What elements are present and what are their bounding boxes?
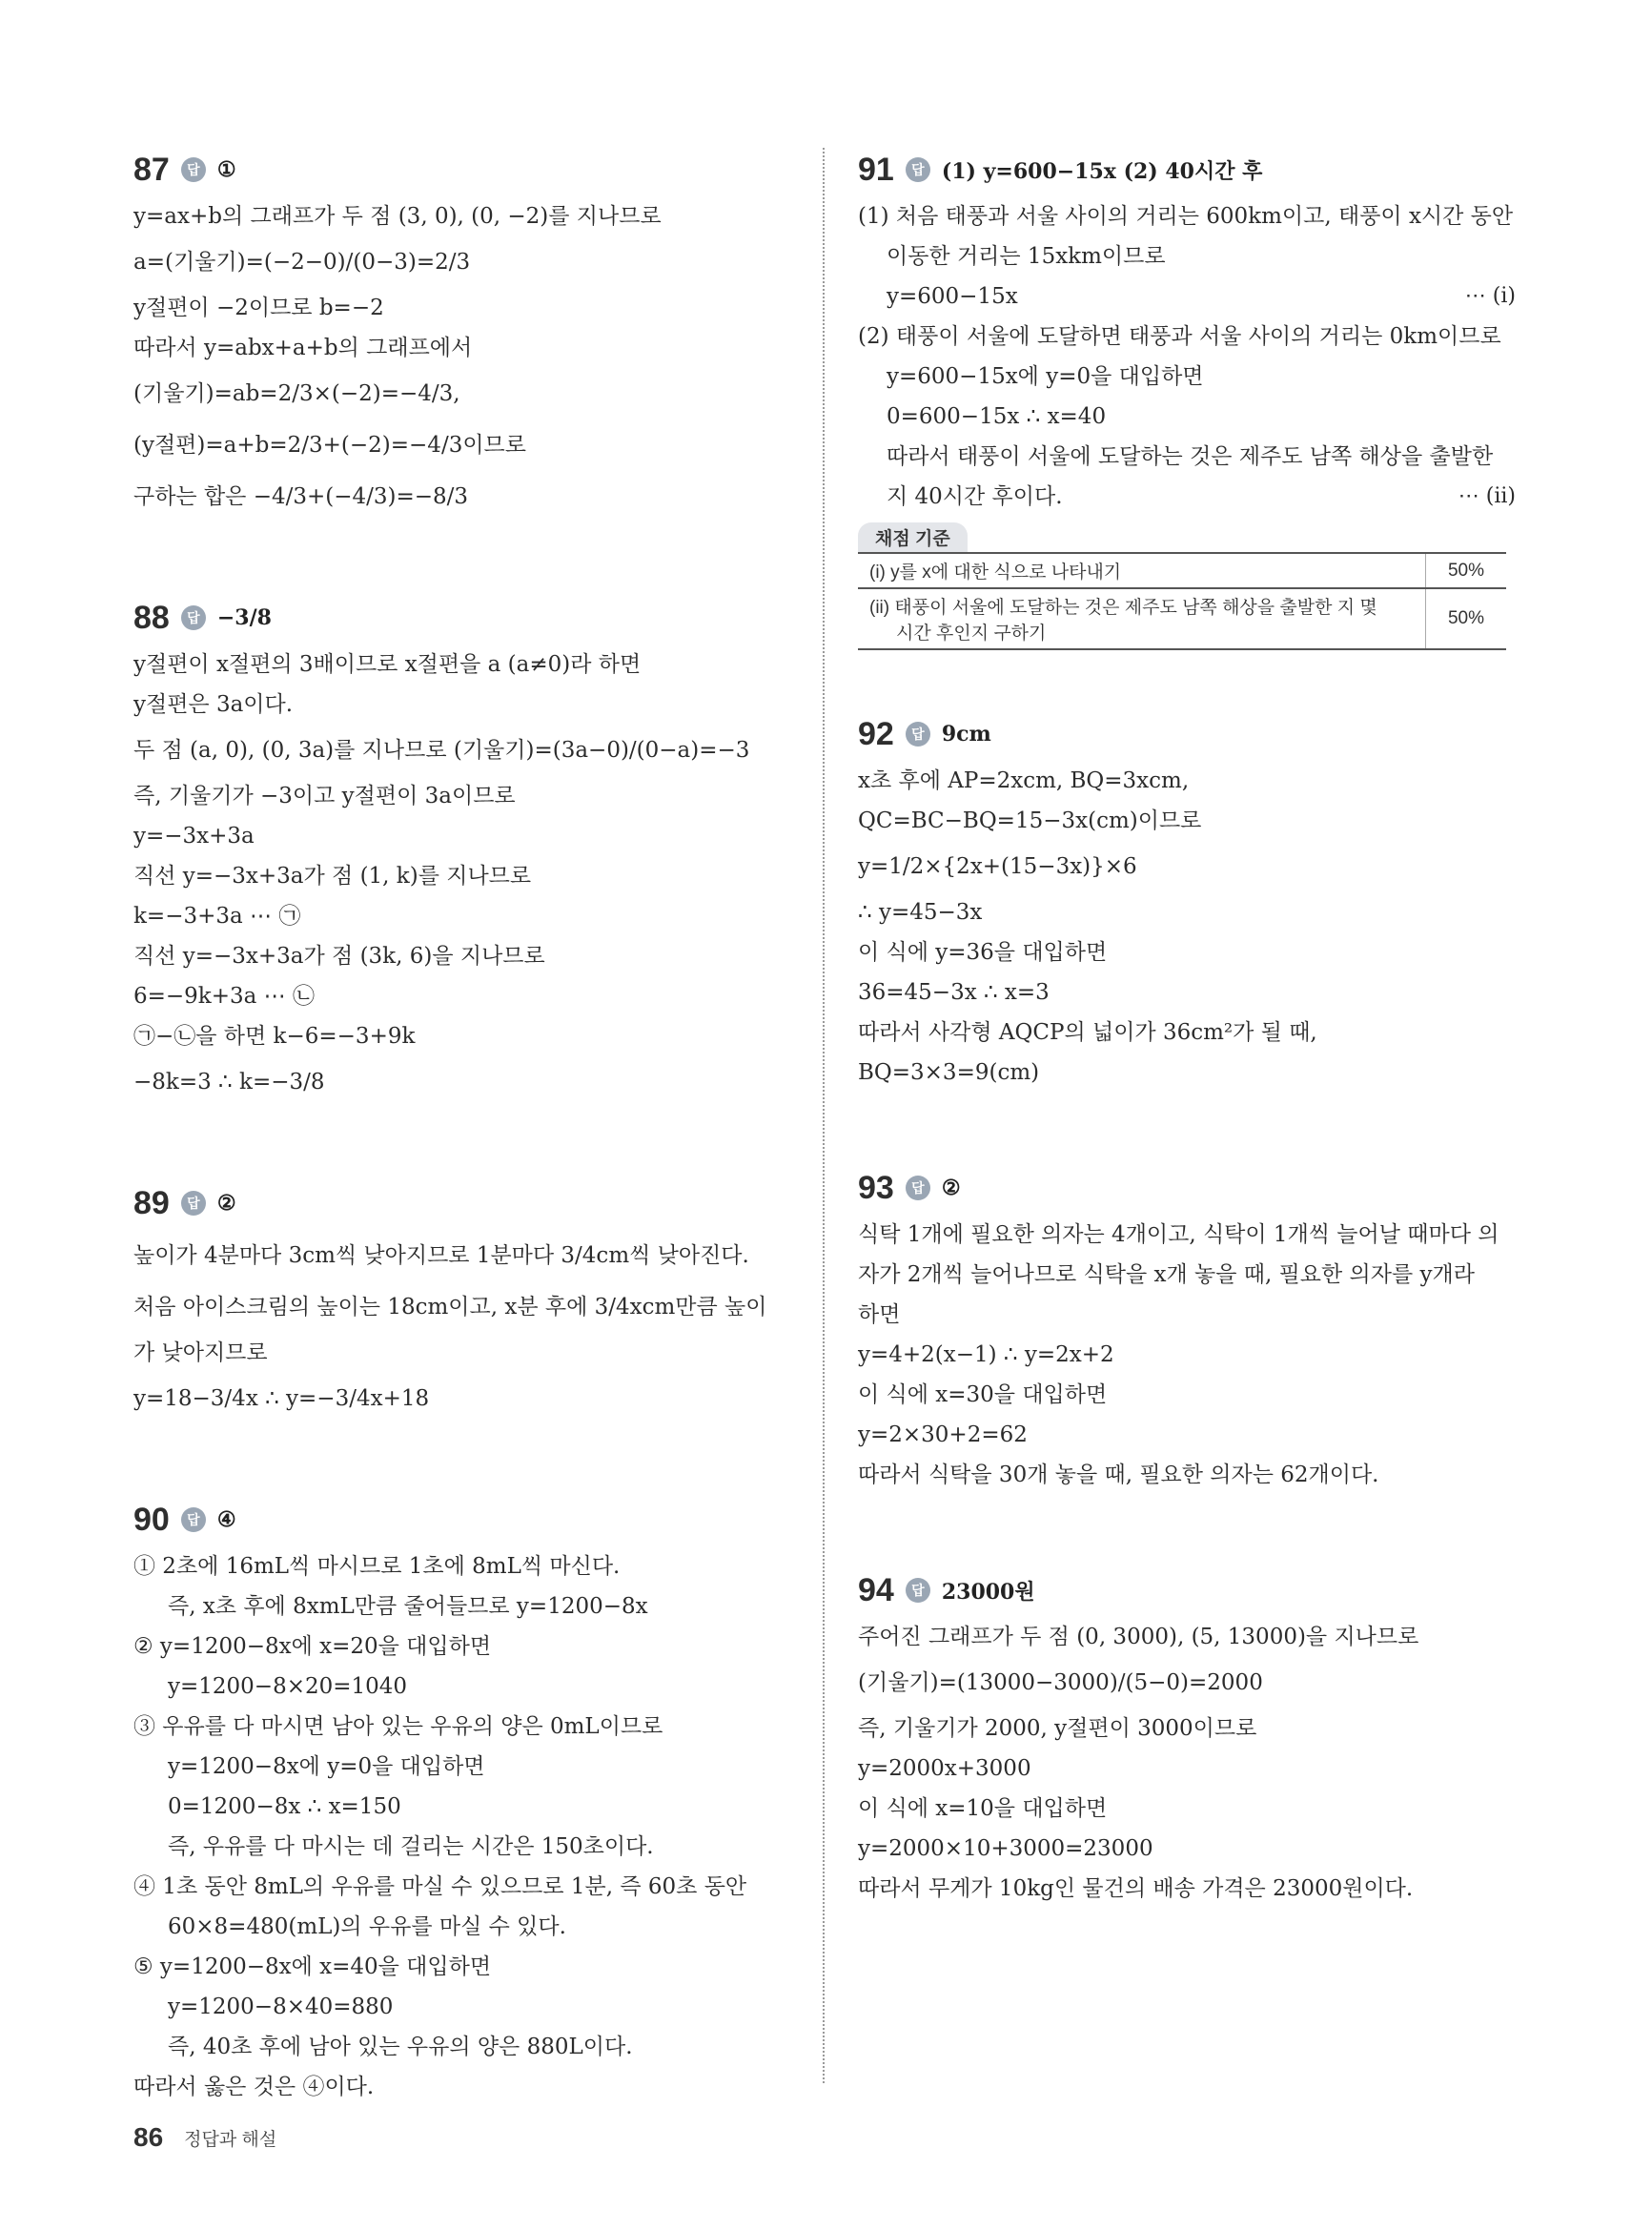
- solution-line: 즉, 기울기가 2000, y절편이 3000이므로: [858, 1716, 1257, 1741]
- solution-line: 이동한 거리는 15xkm이므로: [887, 244, 1166, 269]
- problem-number: 91: [858, 151, 894, 188]
- solution-line: (y절편)=a+b=2/3+(−2)=−4/3이므로: [133, 433, 526, 458]
- problem-91: [858, 143, 1516, 650]
- equation: y=600−15x: [887, 284, 1018, 309]
- solution-line: 두 점 (a, 0), (0, 3a)를 지나므로 (기울기)=(3a−0)/(0−a)=−3: [133, 738, 750, 763]
- solution-line: 가 낮아지므로: [133, 1340, 268, 1365]
- solution-line: [858, 477, 1516, 517]
- solution-line: y=4+2(x−1) ∴ y=2x+2: [858, 1342, 1114, 1367]
- solution-line: 이 식에 x=30을 대입하면: [858, 1382, 1108, 1407]
- solution-line: y=1200−8x에 y=0을 대입하면: [168, 1754, 485, 1779]
- criteria-text-line: (ii) 태풍이 서울에 도달하는 것은 제주도 남쪽 해상을 출발한 지 몇: [869, 598, 1377, 618]
- problem-number: 87: [133, 151, 170, 188]
- column-divider: [823, 148, 825, 2083]
- problem-87: [133, 143, 791, 522]
- criteria-percent: 50%: [1426, 553, 1507, 588]
- answer-badge: 답: [906, 1578, 930, 1603]
- solution-line: ③ 우유를 다 마시면 남아 있는 우유의 양은 0mL이므로: [133, 1714, 663, 1739]
- solution-line: 자가 2개씩 늘어나므로 식탁을 x개 놓을 때, 필요한 의자를 y개라: [858, 1262, 1475, 1287]
- solution-line: y=1200−8×40=880: [168, 1995, 394, 2019]
- solution-line: y=18−3/4x ∴ y=−3/4x+18: [133, 1386, 430, 1411]
- solution-line: 즉, x초 후에 8xmL만큼 줄어들므로 y=1200−8x: [168, 1594, 648, 1619]
- right-column: [858, 143, 1516, 1977]
- solution-line: 처음 아이스크림의 높이는 18cm이고, x분 후에 3/4xcm만큼 높이: [133, 1295, 767, 1320]
- solution-line: ① 2초에 16mL씩 마시므로 1초에 8mL씩 마신다.: [133, 1554, 621, 1579]
- answer-badge: 답: [906, 1176, 930, 1200]
- solution-line: 주어진 그래프가 두 점 (0, 3000), (5, 13000)을 지나므로: [858, 1625, 1419, 1649]
- problem-number: 90: [133, 1501, 170, 1538]
- solution-line: 따라서 식탁을 30개 놓을 때, 필요한 의자는 62개이다.: [858, 1463, 1379, 1487]
- page-number: 86: [133, 2122, 164, 2152]
- answer: ②: [216, 1191, 236, 1216]
- solution-line: y절편이 −2이므로 b=−2: [133, 296, 384, 320]
- criteria-text: [858, 588, 1426, 649]
- problem-94: [858, 1564, 1516, 1909]
- conclusion: 지 40시간 후이다.: [887, 484, 1063, 509]
- answer: 9cm: [941, 722, 991, 747]
- solution-line: [858, 276, 1516, 317]
- solution-line: y=2000x+3000: [858, 1756, 1031, 1781]
- solution-line: 36=45−3x ∴ x=3: [858, 980, 1050, 1005]
- criteria-text-line: 시간 후인지 구하기: [896, 624, 1047, 644]
- solution-line: (기울기)=ab=2/3×(−2)=−4/3,: [133, 381, 460, 406]
- solution-line: 높이가 4분마다 3cm씩 낮아지므로 1분마다 3/4cm씩 낮아진다.: [133, 1243, 749, 1268]
- answer-badge: 답: [181, 1507, 206, 1532]
- problem-93: [858, 1161, 1516, 1495]
- footer-title: 정답과 해설: [184, 2129, 277, 2150]
- step-tag: ⋯ (i): [1464, 284, 1516, 308]
- solution-line: 따라서 무게가 10kg인 물건의 배송 가격은 23000원이다.: [858, 1876, 1414, 1901]
- table-row: [858, 588, 1506, 649]
- solution-line: y=ax+b의 그래프가 두 점 (3, 0), (0, −2)를 지나므로: [133, 204, 662, 229]
- answer-badge: 답: [906, 722, 930, 747]
- solution-line: 즉, 기울기가 −3이고 y절편이 3a이므로: [133, 784, 516, 808]
- page-footer: [133, 2122, 276, 2153]
- solution-line: ② y=1200−8x에 x=20을 대입하면: [133, 1634, 492, 1659]
- solution-line: 하면: [858, 1302, 901, 1327]
- criteria-percent: 50%: [1426, 588, 1507, 649]
- problem-90: [133, 1493, 791, 2107]
- answer-badge: 답: [181, 157, 206, 182]
- criteria-text: (i) y를 x에 대한 식으로 나타내기: [858, 553, 1426, 588]
- solution-line: (1) 처음 태풍과 서울 사이의 거리는 600km이고, 태풍이 x시간 동안: [858, 204, 1514, 229]
- answer-badge: 답: [181, 605, 206, 630]
- table-row: [858, 553, 1506, 588]
- solution-line: 이 식에 y=36을 대입하면: [858, 940, 1108, 965]
- solution-line: 즉, 40초 후에 남아 있는 우유의 양은 880L이다.: [168, 2035, 633, 2059]
- left-column: [133, 143, 791, 2176]
- solution-line: 즉, 우유를 다 마시는 데 걸리는 시간은 150초이다.: [168, 1834, 654, 1859]
- solution-line: 60×8=480(mL)의 우유를 마실 수 있다.: [168, 1914, 566, 1939]
- solution-line: QC=BC−BQ=15−3x(cm)이므로: [858, 808, 1202, 833]
- solution-line: 따라서 사각형 AQCP의 넓이가 36cm²가 될 때,: [858, 1020, 1317, 1045]
- solution-line: (2) 태풍이 서울에 도달하면 태풍과 서울 사이의 거리는 0km이므로: [858, 324, 1501, 349]
- solution-line: 이 식에 x=10을 대입하면: [858, 1796, 1108, 1821]
- solution-line: 따라서 태풍이 서울에 도달하는 것은 제주도 남쪽 해상을 출발한: [887, 444, 1494, 469]
- criteria-table: [858, 552, 1506, 650]
- answer-badge: 답: [181, 1191, 206, 1216]
- answer: 23000원: [941, 1579, 1035, 1605]
- solution-line: (기울기)=(13000−3000)/(5−0)=2000: [858, 1670, 1263, 1695]
- answer: ④: [216, 1507, 236, 1532]
- solution-line: 식탁 1개에 필요한 의자는 4개이고, 식탁이 1개씩 늘어날 때마다 의: [858, 1222, 1499, 1247]
- solution-line: y=2×30+2=62: [858, 1422, 1028, 1447]
- solution-line: 직선 y=−3x+3a가 점 (3k, 6)을 지나므로: [133, 944, 545, 969]
- solution-line: y=1/2×{2x+(15−3x)}×6: [858, 854, 1137, 879]
- solution-line: y절편이 x절편의 3배이므로 x절편을 a (a≠0)라 하면: [133, 652, 642, 677]
- solution-line: 구하는 합은 −4/3+(−4/3)=−8/3: [133, 484, 469, 509]
- criteria-label: 채점 기준: [858, 522, 968, 552]
- problem-number: 93: [858, 1169, 894, 1206]
- answer: ①: [216, 157, 236, 182]
- solution-line: y=600−15x에 y=0을 대입하면: [887, 364, 1204, 389]
- solution-line: y절편은 3a이다.: [133, 692, 294, 717]
- problem-92: [858, 707, 1516, 1093]
- solution-line: 따라서 y=abx+a+b의 그래프에서: [133, 336, 473, 360]
- solution-line: ⑤ y=1200−8x에 x=40을 대입하면: [133, 1954, 492, 1979]
- solution-line: 직선 y=−3x+3a가 점 (1, k)를 지나므로: [133, 864, 532, 889]
- solution-line: a=(기울기)=(−2−0)/(0−3)=2/3: [133, 250, 471, 275]
- solution-line: BQ=3×3=9(cm): [858, 1060, 1040, 1085]
- solution-line: ④ 1초 동안 8mL의 우유를 마실 수 있으므로 1분, 즉 60초 동안: [133, 1874, 747, 1899]
- solution-line: −8k=3 ∴ k=−3/8: [133, 1070, 325, 1095]
- step-tag: ⋯ (ii): [1458, 484, 1516, 508]
- answer: (1) y=600−15x (2) 40시간 후: [941, 158, 1263, 184]
- problem-number: 94: [858, 1571, 894, 1608]
- problem-89: [133, 1176, 791, 1424]
- problem-number: 88: [133, 599, 170, 636]
- solution-line: 0=600−15x ∴ x=40: [887, 404, 1107, 429]
- solution-line: 6=−9k+3a ⋯ ㉡: [133, 984, 315, 1009]
- solution-line: y=2000×10+3000=23000: [858, 1836, 1153, 1861]
- problem-88: [133, 591, 791, 1108]
- solution-line: y=−3x+3a: [133, 824, 255, 849]
- solution-line: k=−3+3a ⋯ ㉠: [133, 904, 301, 929]
- solution-line: x초 후에 AP=2xcm, BQ=3xcm,: [858, 768, 1190, 793]
- solution-line: 0=1200−8x ∴ x=150: [168, 1794, 401, 1819]
- answer: −3/8: [216, 605, 272, 630]
- solution-line: 따라서 옳은 것은 ④이다.: [133, 2075, 375, 2099]
- answer-badge: 답: [906, 157, 930, 182]
- solution-line: ∴ y=45−3x: [858, 900, 983, 925]
- problem-number: 89: [133, 1184, 170, 1221]
- solution-line: y=1200−8×20=1040: [168, 1674, 408, 1699]
- answer: ②: [941, 1176, 961, 1200]
- solution-line: ㉠−㉡을 하면 k−6=−3+9k: [133, 1024, 416, 1049]
- problem-number: 92: [858, 715, 894, 752]
